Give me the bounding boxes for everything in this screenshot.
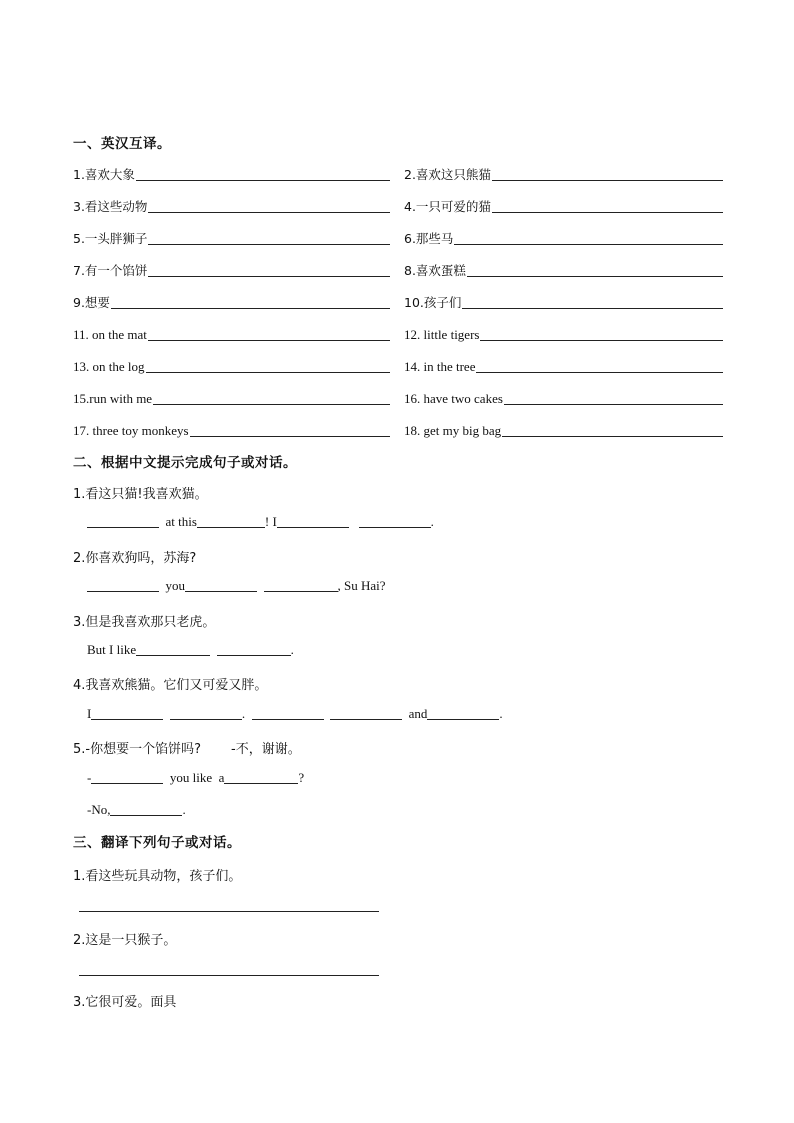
item-label: 11. on the mat <box>73 327 147 342</box>
answer-blank[interactable] <box>492 212 723 213</box>
blank[interactable] <box>359 527 431 528</box>
blank[interactable] <box>224 783 298 784</box>
s2-q3-word1: But I like <box>87 642 137 657</box>
s2-q4-prompt: 4.我喜欢熊猫。它们又可爱又胖。 <box>73 678 268 693</box>
s2-q5-word1: you like a <box>169 770 225 785</box>
item-left <box>73 355 390 375</box>
s2-q1-answer-line <box>87 510 434 530</box>
item-label: 7.有一个馅饼 <box>73 263 148 278</box>
blank[interactable] <box>110 815 182 816</box>
s2-q5-prompt <box>73 738 301 757</box>
section1-row <box>73 195 723 215</box>
s3-q2-prompt: 2.这是一只猴子。 <box>73 933 177 948</box>
item-left <box>73 419 390 439</box>
answer-blank[interactable] <box>148 276 390 277</box>
answer-blank[interactable] <box>467 276 723 277</box>
item-label: 2.喜欢这只熊猫 <box>404 167 491 182</box>
item-label: 10.孩子们 <box>404 295 462 310</box>
answer-blank[interactable] <box>480 340 723 341</box>
answer-blank[interactable] <box>476 372 723 373</box>
s2-q4-answer-line <box>87 702 503 722</box>
s2-q1-prompt: 1.看这只猫!我喜欢猫。 <box>73 487 208 502</box>
section1-row <box>73 291 723 311</box>
item-left <box>73 387 390 407</box>
s2-q4-word4: . <box>499 706 503 721</box>
item-left <box>73 195 390 215</box>
section1-row <box>73 355 723 375</box>
item-label: 9.想要 <box>73 295 110 310</box>
s2-q4-word2: . <box>241 706 246 721</box>
item-right <box>404 163 723 183</box>
s2-q2-answer-line <box>87 574 386 594</box>
answer-blank[interactable] <box>146 372 391 373</box>
s3-q3-prompt: 3.它很可爱。面具 <box>73 995 177 1010</box>
answer-blank[interactable] <box>148 244 390 245</box>
answer-blank[interactable] <box>454 244 723 245</box>
s3-q2-answer-line[interactable] <box>79 975 379 976</box>
s2-q4-word1: I <box>87 706 92 721</box>
section1-row <box>73 387 723 407</box>
s2-q5-word3: -No, <box>87 802 111 817</box>
item-right <box>404 291 723 311</box>
item-label: 5.一头胖狮子 <box>73 231 148 246</box>
s2-q3-word2: . <box>290 642 294 657</box>
s2-q1-word1: at this <box>165 514 197 529</box>
blank[interactable] <box>87 591 159 592</box>
s2-q2-word1: you <box>165 578 185 593</box>
item-left <box>73 259 390 279</box>
blank[interactable] <box>252 719 324 720</box>
section1-row <box>73 163 723 183</box>
item-right <box>404 195 723 215</box>
item-label: 6.那些马 <box>404 231 454 246</box>
blank[interactable] <box>91 719 163 720</box>
item-right <box>404 355 723 375</box>
s3-q1-answer-line[interactable] <box>79 911 379 912</box>
item-left <box>73 323 390 343</box>
s2-q5-prompt-a: 5.-你想要一个馅饼吗? <box>73 742 201 757</box>
blank[interactable] <box>330 719 402 720</box>
item-label: 17. three toy monkeys <box>73 423 189 438</box>
item-right <box>404 259 723 279</box>
answer-blank[interactable] <box>136 180 390 181</box>
s2-q5-answer-line1 <box>87 766 304 786</box>
blank[interactable] <box>87 527 159 528</box>
answer-blank[interactable] <box>148 212 390 213</box>
section1-row <box>73 259 723 279</box>
blank[interactable] <box>277 527 349 528</box>
s2-q4-word3: and <box>408 706 428 721</box>
s2-q5-dash: - <box>87 770 92 785</box>
s2-q2-word2: , Su Hai? <box>337 578 386 593</box>
section2-title: 二、根据中文提示完成句子或对话。 <box>73 455 297 471</box>
s2-q2-prompt: 2.你喜欢狗吗，苏海? <box>73 551 197 566</box>
blank[interactable] <box>264 591 338 592</box>
blank[interactable] <box>170 719 242 720</box>
s2-q3-prompt: 3.但是我喜欢那只老虎。 <box>73 615 216 630</box>
answer-blank[interactable] <box>148 340 390 341</box>
blank[interactable] <box>197 527 265 528</box>
blank[interactable] <box>185 591 257 592</box>
s2-q5-word2: ? <box>298 770 305 785</box>
s2-q1-word3: . <box>430 514 434 529</box>
item-left <box>73 291 390 311</box>
blank[interactable] <box>91 783 163 784</box>
section3-title: 三、翻译下列句子或对话。 <box>73 835 241 851</box>
item-label: 1.喜欢大象 <box>73 167 135 182</box>
item-label: 18. get my big bag <box>404 423 502 438</box>
item-right <box>404 387 723 407</box>
item-label: 14. in the tree <box>404 359 476 374</box>
section1-row <box>73 419 723 439</box>
s2-q5-word4: . <box>182 802 186 817</box>
blank[interactable] <box>136 655 210 656</box>
section1-row <box>73 323 723 343</box>
answer-blank[interactable] <box>111 308 390 309</box>
answer-blank[interactable] <box>190 436 390 437</box>
s2-q3-answer-line <box>87 638 294 658</box>
answer-blank[interactable] <box>462 308 723 309</box>
item-label: 12. little tigers <box>404 327 480 342</box>
item-label: 16. have two cakes <box>404 391 503 406</box>
item-label: 13. on the log <box>73 359 145 374</box>
section1-row <box>73 227 723 247</box>
item-right <box>404 323 723 343</box>
answer-blank[interactable] <box>502 436 723 437</box>
item-right <box>404 227 723 247</box>
item-label: 15.run with me <box>73 391 153 406</box>
item-label: 3.看这些动物 <box>73 199 148 214</box>
blank[interactable] <box>427 719 499 720</box>
s3-q1-prompt: 1.看这些玩具动物，孩子们。 <box>73 869 242 884</box>
section1-title: 一、英汉互译。 <box>73 136 171 152</box>
answer-blank[interactable] <box>492 180 723 181</box>
s2-q5-prompt-b: -不，谢谢。 <box>231 742 301 757</box>
s2-q5-answer-line2 <box>87 798 186 818</box>
item-label: 8.喜欢蛋糕 <box>404 263 466 278</box>
item-label: 4.一只可爱的猫 <box>404 199 491 214</box>
blank[interactable] <box>217 655 291 656</box>
item-left <box>73 163 390 183</box>
s2-q1-word2: ! I <box>264 514 277 529</box>
item-left <box>73 227 390 247</box>
item-right <box>404 419 723 439</box>
answer-blank[interactable] <box>504 404 723 405</box>
answer-blank[interactable] <box>153 404 390 405</box>
